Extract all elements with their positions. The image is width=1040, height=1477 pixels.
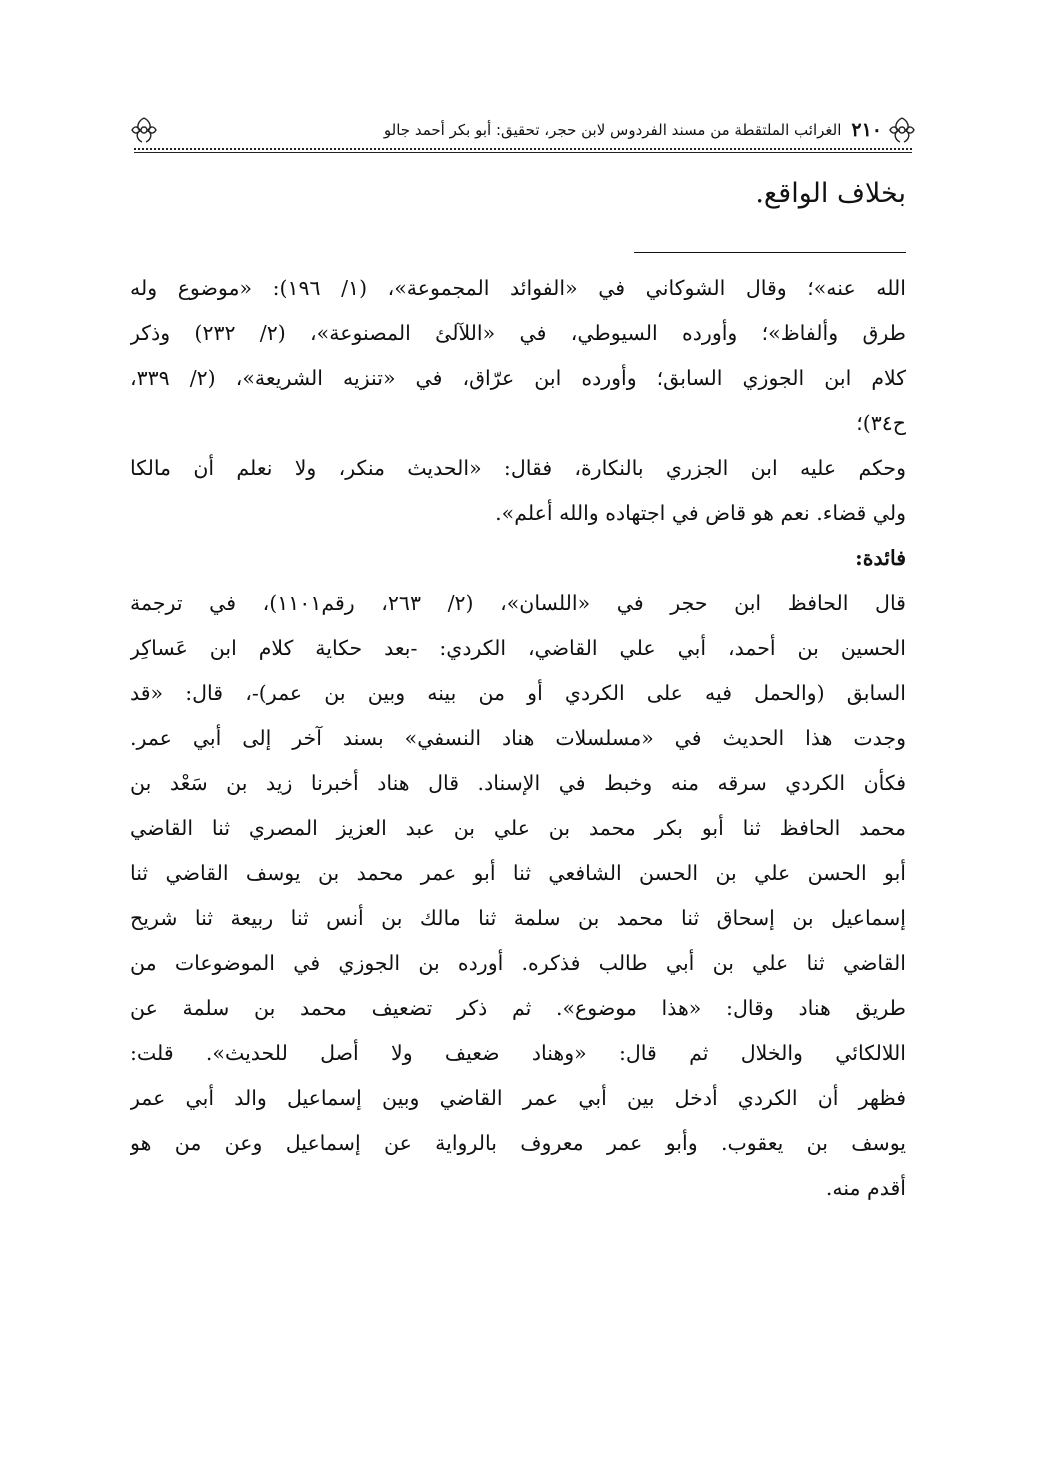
page-number-group [851, 115, 918, 145]
header-book-title: الغرائب الملتقطة من مسند الفردوس لابن حجر، تحقيق: أبو بكر أحمد جالو [383, 121, 842, 139]
footnote-line: فكأن الكردي سرقه منه وخبط في الإسناد. قال هناد أخبرنا زيد بن سَعْد بن [130, 771, 906, 795]
footnote-line: طريق هناد وقال: «هذا موضوع». ثم ذكر تضعيف محمد بن سلمة عن [130, 996, 906, 1020]
footnote-line: القاضي ثنا علي بن أبي طالب فذكره. أورده بن الجوزي في الموضوعات من [130, 951, 906, 975]
footnote-line: أقدم منه. [825, 1176, 906, 1200]
footnote-line: الحسين بن أحمد، أبي علي القاضي، الكردي: -بعد حكاية كلام ابن عَساكِر [130, 636, 906, 660]
footnote-heading-faida: فائدة: [855, 546, 906, 570]
footnote-line: طرق وألفاظ»؛ وأورده السيوطي، في «اللآلئ المصنوعة»، (٢/ ٢٣٢) وذكر [130, 321, 906, 345]
footnote-line: فظهر أن الكردي أدخل بين أبي عمر القاضي وبين إسماعيل والد أبي عمر [130, 1086, 906, 1110]
floral-ornament-icon [128, 115, 160, 145]
main-text-continuation: بخلاف الواقع. [755, 178, 906, 209]
header-solid-rule [134, 152, 912, 153]
page-number: ٢١٠ [851, 119, 882, 141]
footnote-line: اللالكائي والخلال ثم قال: «وهناد ضعيف ولا أصل للحديث». قلت: [130, 1041, 906, 1065]
footnote-line: ولي قضاء. نعم هو قاض في اجتهاده والله أعلم». [495, 501, 906, 525]
footnote-line: السابق (والحمل فيه على الكردي أو من بينه وبين بن عمر)-، قال: «قد [130, 681, 906, 705]
footnote-line: أبو الحسن علي بن الحسن الشافعي ثنا أبو عمر محمد بن يوسف القاضي ثنا [130, 861, 906, 885]
footnote-separator [634, 252, 906, 253]
footnote-line: محمد الحافظ ثنا أبو بكر محمد بن علي بن عبد العزيز المصري ثنا القاضي [130, 816, 906, 840]
footnote-line: كلام ابن الجوزي السابق؛ وأورده ابن عرّاق، في «تنزيه الشريعة»، (٢/ ٣٣٩، [130, 366, 906, 390]
footnote-line: قال الحافظ ابن حجر في «اللسان»، (٢/ ٢٦٣، رقم١١٠١)، في ترجمة [130, 591, 906, 615]
footnote-line: وجدت هذا الحديث في «مسلسلات هناد النسفي» بسند آخر إلى أبي عمر. [130, 726, 906, 750]
footnote-line: وحكم عليه ابن الجزري بالنكارة، فقال: «الحديث منكر، ولا نعلم أن مالكا [130, 456, 906, 480]
footnote-line: ح٣٤)؛ [856, 411, 906, 435]
footnote-line: يوسف بن يعقوب. وأبو عمر معروف بالرواية عن إسماعيل وعن من هو [130, 1131, 906, 1155]
footnote-line: إسماعيل بن إسحاق ثنا محمد بن سلمة ثنا مالك بن أنس ثنا ربيعة ثنا شريح [130, 906, 906, 930]
header-row [128, 114, 918, 146]
running-header [128, 100, 918, 160]
footnote-line: الله عنه»؛ وقال الشوكاني في «الفوائد المجموعة»، (١/ ١٩٦): «موضوع وله [130, 276, 906, 300]
header-dotted-rule [134, 148, 912, 150]
footnotes-block [130, 266, 906, 1211]
floral-ornament-icon [886, 115, 918, 145]
